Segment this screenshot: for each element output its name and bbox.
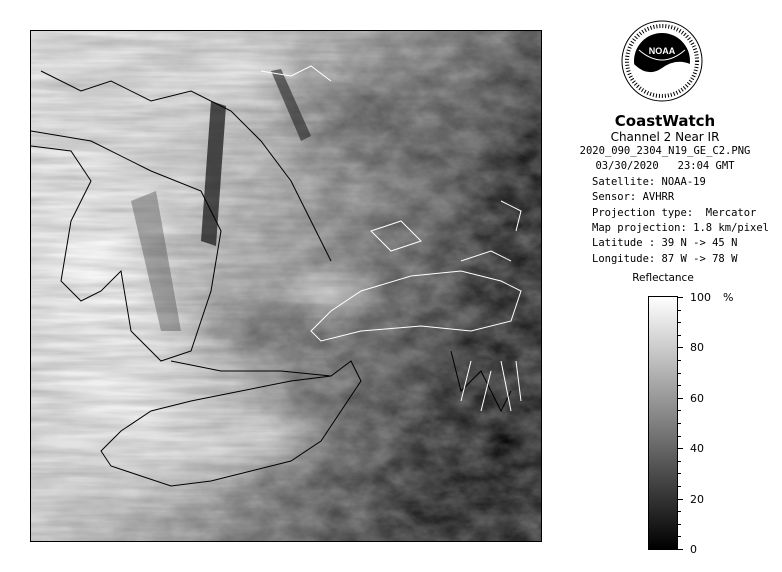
colorbar-tick-label: 20 (690, 492, 704, 506)
colorbar-minor-tick (678, 423, 681, 424)
satellite-imagery-svg (31, 31, 542, 542)
latitude: Latitude : 39 N -> 45 N (592, 237, 738, 250)
satellite: Satellite: NOAA-19 (592, 175, 706, 188)
datetime: 03/30/2020 23:04 GMT (595, 160, 735, 173)
colorbar-tick-mark (678, 448, 683, 449)
colorbar-minor-tick (678, 473, 681, 474)
colorbar-minor-tick (678, 322, 681, 323)
scale-unit: % (723, 291, 734, 304)
colorbar-minor-tick (678, 310, 681, 311)
colorbar-tick-label: 40 (690, 442, 704, 456)
projection-type: Projection type: Mercator (592, 206, 757, 219)
noaa-logo-icon (621, 18, 703, 104)
colorbar-minor-tick (678, 410, 681, 411)
scale-label: Reflectance (632, 272, 694, 284)
colorbar-minor-tick (678, 511, 681, 512)
colorbar-minor-tick (678, 335, 681, 336)
colorbar-tick-label: 100 (690, 291, 711, 304)
colorbar-tick-mark (678, 549, 683, 550)
longitude: Longitude: 87 W -> 78 W (592, 252, 738, 265)
image-info-panel (560, 112, 770, 267)
colorbar-minor-tick (678, 436, 681, 437)
colorbar-tick-mark (678, 499, 683, 500)
colorbar-tick-mark (678, 347, 683, 348)
colorbar-minor-tick (678, 373, 681, 374)
satellite-image (30, 30, 542, 542)
colorbar-minor-tick (678, 536, 681, 537)
sensor: Sensor: AVHRR (592, 191, 675, 204)
noaa-seal-svg (621, 18, 703, 104)
colorbar-minor-tick (678, 486, 681, 487)
colorbar-tick-label: 60 (690, 391, 704, 405)
colorbar-minor-tick (678, 461, 681, 462)
colorbar-tick-mark (678, 297, 683, 298)
map-projection: Map projection: 1.8 km/pixel (592, 222, 770, 235)
colorbar-tick-label: 80 (690, 341, 704, 355)
app-title: CoastWatch (614, 112, 716, 130)
noaa-logo-text: NOAA (648, 46, 676, 56)
colorbar-minor-tick (678, 385, 681, 386)
colorbar-minor-tick (678, 524, 681, 525)
colorbar-minor-tick (678, 360, 681, 361)
channel-label: Channel 2 Near IR (610, 130, 720, 144)
colorbar-tick-label: 0 (690, 543, 697, 556)
reflectance-colorbar (648, 296, 678, 550)
colorbar-tick-mark (678, 398, 683, 399)
filename: 2020_090_2304_N19_GE_C2.PNG (579, 145, 751, 157)
